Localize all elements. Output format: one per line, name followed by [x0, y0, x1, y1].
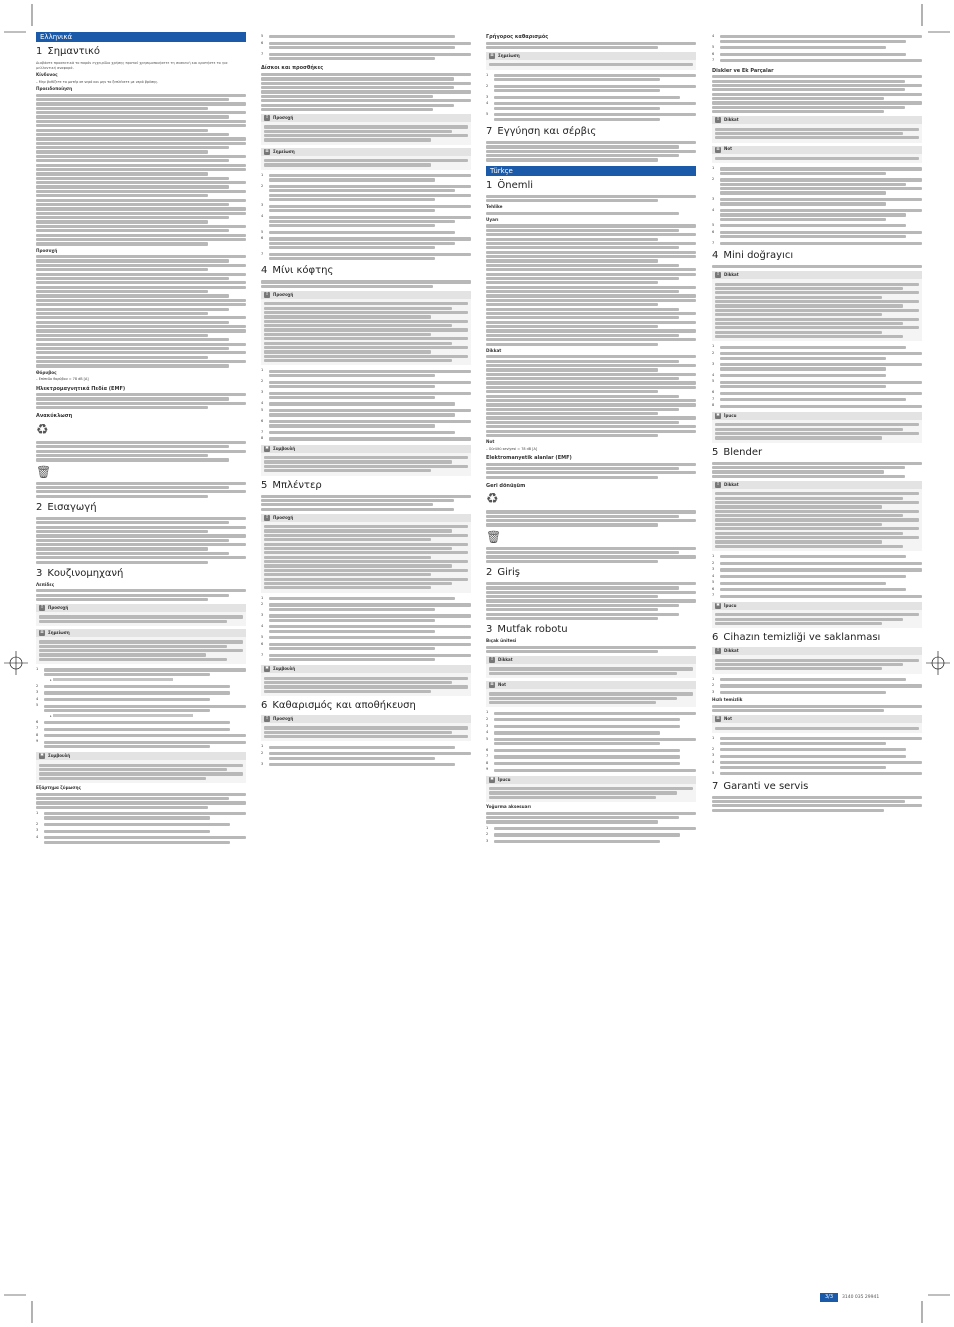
section-heading-mini-dograyici: 4 Mini doğrayıcı [712, 250, 794, 262]
quick-cleaning-heading: Γρήγορος καθαρισμός [486, 34, 549, 40]
section-heading-cleaning: 6 Καθαρισμός και αποθήκευση [261, 700, 416, 712]
section-heading-mutfak-robotu: 3 Mutfak robotu [486, 624, 568, 636]
recycle-icon: ♻ [486, 491, 499, 508]
warning-text-block [36, 94, 246, 246]
section-heading-giris: 2 Giriş [486, 566, 521, 578]
section-heading-introduction: 2 Εισαγωγή [36, 501, 97, 513]
crossed-bin-icon: 🗑 [36, 464, 52, 479]
column-2-greek: 5 6 7 Δίσκοι και προσθήκες ! Προσοχή ≡ Σημείωση 1 2 3 4 5 6 7 4 Μίνι κόφτης ! Προσοχή 1 2 3 4 5 6 7 8 ✱ Συμβουλή 5 Μπλέντερ ! Προσοχή 1 2 3 4 5 6 7 ✱ Συμβουλή 6 Καθαρισμός και αποθήκευση ! Προσοχή 1 2 3 [261, 32, 471, 1300]
crop-mark-top-right [920, 4, 950, 34]
discs-heading: Δίσκοι και προσθήκες [261, 65, 324, 72]
recycle-icon: ♻ [36, 421, 49, 438]
blade-steps: 1 ▸ 2 3 4 5 ▸ 6 7 8 9 [36, 667, 246, 749]
caution-box: ! Προσοχή [36, 604, 246, 626]
language-tab-turkish: Türkçe [486, 166, 696, 176]
tip-box: ✱ Συμβουλή [36, 752, 246, 783]
registration-mark-left [1, 648, 31, 678]
emf-heading: Ηλεκτρομαγνητικά Πεδία (EMF) [36, 385, 126, 392]
blades-heading: Λεπίδες [36, 581, 55, 587]
language-tab-greek: Ελληνικά [36, 32, 246, 42]
page-number: 3/3 [820, 1293, 838, 1302]
document-code: 3140 035 29941 [842, 1295, 880, 1300]
noise-heading: Θόρυβος [36, 369, 57, 375]
section-heading-food-processor: 3 Κουζινομηχανή [36, 567, 124, 579]
section-heading-mini-chopper: 4 Μίνι κόφτης [261, 265, 334, 277]
section-heading-important: 1 Σημαντικό [36, 46, 100, 57]
section-heading-cleaning-turkish: 6 Cihazın temizliği ve saklanması [712, 632, 881, 644]
column-3: Γρήγορος καθαρισμός ≡ Σημείωση 1 2 3 4 5 7 Εγγύηση και σέρβις Türkçe 1 Önemli Tehlike Uyarı Dikkat Not – Gürültü seviyesi = 78 dB [A] Elektromanyetik alanlar (EMF) Geri dönüşüm ♻ 🗑 2 Giriş 3 Mutfak robotu Bıçak ünitesi ! Dikkat ≡ Not 1 2 3 4 5 6 7 8 9 ✱ İpucu Yoğurma aksesuarı 1 2 3 [486, 32, 696, 1300]
crop-mark-top-left [4, 4, 34, 34]
section-heading-blender: 5 Μπλέντερ [261, 479, 322, 491]
manual-page [36, 32, 922, 1300]
caution-heading: Προσοχή [36, 247, 58, 253]
section-heading-warranty-turkish: 7 Garanti ve servis [712, 780, 809, 792]
crop-mark-bottom-left [4, 1293, 34, 1323]
section-heading-warranty-greek: 7 Εγγύηση και σέρβις [486, 125, 597, 137]
note-icon: ≡ [40, 630, 44, 636]
intro-text: Διαβάστε προσεκτικά το παρόν εγχειρίδιο χρήσης προτού χρησιμοποιήσετε τη συσκευή και κρατήστε το για μελλοντική αναφορά. [36, 61, 228, 70]
recycling-heading: Ανακύκλωση [36, 413, 73, 420]
section-heading-onemli: 1 Önemli [486, 179, 534, 191]
column-4-turkish: 4 5 6 7 Diskler ve Ek Parçalar ! Dikkat ≡ Not 1 2 3 4 5 6 7 4 Mini doğrayıcı ! Dikkat 1 2 3 4 5 6 7 8 ✱ İpucu 5 Blender ! Dikkat 1 2 3 4 5 6 7 ✱ İpucu 6 Cihazın temizliği ve saklanması ! Dikkat 1 2 3 Hızlı temizlik ≡ Not 1 2 3 4 5 7 Garanti ve servis [712, 32, 922, 1300]
crop-mark-bottom-right [920, 1293, 950, 1323]
caution-text-block [36, 255, 246, 368]
warning-heading: Προειδοποίηση [36, 86, 73, 92]
registration-mark-right [923, 648, 953, 678]
danger-text: – Μην βυθίζετε το μοτέρ σε νερό και μην το ξεπλένετε με νερό βρύσης. [36, 80, 246, 84]
crossed-bin-icon: 🗑 [486, 529, 502, 544]
noise-level: – Επίπεδο θορύβου = 78 dB [A] [36, 377, 246, 381]
tip-icon: ✱ [40, 753, 44, 759]
kneading-heading: Εξάρτημα ζύμωσης [36, 785, 82, 791]
note-box: ≡ Σημείωση [36, 629, 246, 664]
caution-hand-icon: ! [40, 605, 44, 611]
noise-level-turkish: – Gürültü seviyesi = 78 dB [A] [486, 447, 696, 451]
column-1-greek: Ελληνικά 1 Σημαντικό Διαβάστε προσεκτικά το παρόν εγχειρίδιο χρήσης προτού χρησιμοποιήσετε τη συσκευή και κρατήστε το για μελλοντική αναφορά. Κίνδυνος – Μην βυθίζετε το μοτέρ σε νερό και μην το ξεπλένετε με νερό βρύσης. Προειδοποίηση Προσοχή Θόρυβος – Επίπεδο θορύβου = 78 dB [A] Ηλεκτρομαγνητικά Πεδία (EMF) Ανακύκλωση ♻ 🗑 2 Εισαγωγή 3 Κουζινομηχανή Λεπίδες ! Προσοχή ≡ Σημείωση 1 ▸ 2 3 4 5 ▸ 6 7 8 9 ✱ Συμβουλή Εξάρτημα ζύμωσης 1 2 3 4 [36, 32, 246, 1300]
danger-heading: Κίνδυνος [36, 72, 58, 78]
section-heading-blender-turkish: 5 Blender [712, 446, 763, 458]
